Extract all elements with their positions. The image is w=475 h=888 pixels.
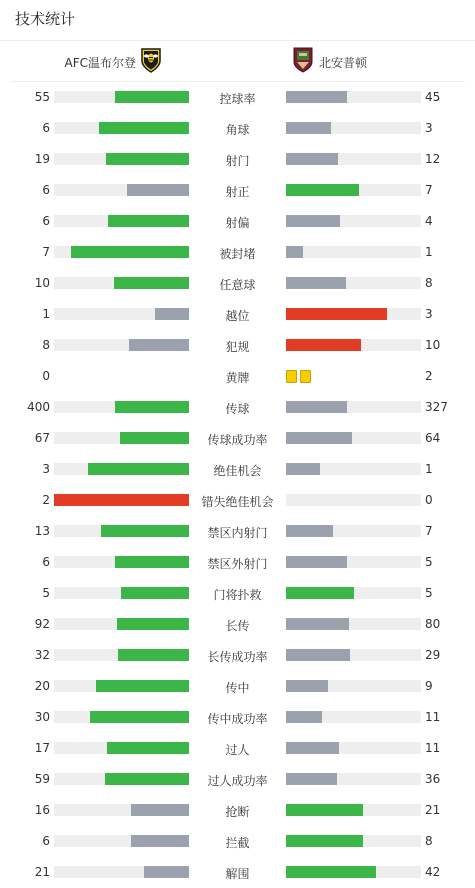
divider <box>0 40 475 41</box>
home-bar <box>54 277 189 289</box>
northampton-crest-icon <box>293 47 313 77</box>
stat-label: 解围 <box>225 867 250 881</box>
stat-label: 犯规 <box>225 340 250 354</box>
home-value: 10 <box>34 276 50 290</box>
section-title: 技术统计 <box>15 10 76 28</box>
home-bar <box>54 153 189 165</box>
away-cards <box>286 370 311 383</box>
away-bar-fill <box>286 463 320 475</box>
away-bar <box>286 277 421 289</box>
stat-label: 过人 <box>225 743 250 757</box>
away-bar-fill <box>286 742 339 754</box>
home-value: 3 <box>42 462 50 476</box>
away-value: 12 <box>425 152 441 166</box>
home-value: 6 <box>42 183 50 197</box>
home-value: 21 <box>34 865 50 879</box>
home-bar <box>54 525 189 537</box>
away-value: 0 <box>425 493 433 507</box>
stat-row <box>0 423 475 454</box>
away-value: 3 <box>425 307 433 321</box>
stat-label: 拦截 <box>225 836 250 850</box>
home-value: 30 <box>34 710 50 724</box>
away-value: 11 <box>425 710 441 724</box>
away-bar <box>286 463 421 475</box>
away-bar-fill <box>286 804 363 816</box>
away-team-name: 北安普顿 <box>319 55 368 70</box>
home-bar-fill <box>129 339 189 351</box>
away-bar-fill <box>286 122 331 134</box>
home-bar <box>54 184 189 196</box>
home-bar-fill <box>96 680 189 692</box>
home-value: 6 <box>42 834 50 848</box>
away-value: 80 <box>425 617 441 631</box>
away-bar-fill <box>286 91 347 103</box>
stat-label: 被封堵 <box>219 247 256 261</box>
stat-label: 错失绝佳机会 <box>201 495 274 509</box>
home-bar <box>54 742 189 754</box>
home-value: 20 <box>34 679 50 693</box>
stat-row <box>0 268 475 299</box>
home-bar <box>54 122 189 134</box>
stat-row <box>0 113 475 144</box>
stat-label: 过人成功率 <box>207 774 268 788</box>
away-bar <box>286 153 421 165</box>
home-bar-fill <box>115 556 189 568</box>
away-bar <box>286 711 421 723</box>
stat-row <box>0 206 475 237</box>
home-value: 2 <box>42 493 50 507</box>
away-bar <box>286 835 421 847</box>
away-value: 1 <box>425 462 433 476</box>
stat-row <box>0 733 475 764</box>
away-bar-fill <box>286 432 352 444</box>
yellow-card-icon <box>300 370 311 383</box>
home-bar <box>54 804 189 816</box>
away-bar-fill <box>286 277 346 289</box>
home-value: 400 <box>27 400 50 414</box>
home-bar-fill <box>106 153 189 165</box>
away-bar <box>286 432 421 444</box>
away-bar <box>286 742 421 754</box>
away-value: 1 <box>425 245 433 259</box>
home-bar <box>54 401 189 413</box>
home-bar-fill <box>131 835 189 847</box>
home-bar-fill <box>115 401 189 413</box>
home-bar-fill <box>121 587 189 599</box>
stat-label: 禁区内射门 <box>207 526 268 540</box>
home-value: 55 <box>34 90 50 104</box>
stat-row <box>0 82 475 113</box>
home-bar <box>54 618 189 630</box>
stat-row <box>0 764 475 795</box>
away-value: 11 <box>425 741 441 755</box>
home-value: 6 <box>42 555 50 569</box>
away-value: 21 <box>425 803 441 817</box>
home-bar <box>54 680 189 692</box>
away-bar <box>286 804 421 816</box>
away-bar-fill <box>286 401 347 413</box>
away-bar-fill <box>286 618 349 630</box>
home-bar-fill <box>71 246 189 258</box>
home-bar-fill <box>155 308 189 320</box>
stat-row <box>0 795 475 826</box>
away-bar-fill <box>286 556 347 568</box>
home-value: 92 <box>34 617 50 631</box>
stat-row <box>0 516 475 547</box>
away-value: 29 <box>425 648 441 662</box>
home-value: 8 <box>42 338 50 352</box>
away-value: 5 <box>425 555 433 569</box>
away-bar-fill <box>286 153 338 165</box>
home-bar-fill <box>120 432 189 444</box>
home-bar-fill <box>88 463 189 475</box>
away-value: 42 <box>425 865 441 879</box>
away-bar-fill <box>286 711 322 723</box>
away-bar-fill <box>286 835 363 847</box>
home-value: 16 <box>34 803 50 817</box>
stat-label: 长传 <box>225 619 250 633</box>
away-bar <box>286 587 421 599</box>
stat-row <box>0 175 475 206</box>
home-value: 6 <box>42 121 50 135</box>
stat-label: 射偏 <box>225 216 250 230</box>
home-bar <box>54 432 189 444</box>
stat-row <box>0 578 475 609</box>
stat-label: 门将扑救 <box>213 588 262 602</box>
away-value: 10 <box>425 338 441 352</box>
home-bar-fill <box>54 494 189 506</box>
home-bar <box>54 587 189 599</box>
away-bar <box>286 184 421 196</box>
away-bar <box>286 680 421 692</box>
stat-label: 禁区外射门 <box>207 557 268 571</box>
away-bar <box>286 339 421 351</box>
stat-row <box>0 392 475 423</box>
stat-row <box>0 547 475 578</box>
stat-row <box>0 857 475 888</box>
away-value: 4 <box>425 214 433 228</box>
away-bar <box>286 122 421 134</box>
stat-label: 控球率 <box>219 92 256 106</box>
stat-label: 射门 <box>225 154 250 168</box>
stat-row <box>0 237 475 268</box>
home-value: 17 <box>34 741 50 755</box>
away-bar <box>286 401 421 413</box>
home-bar <box>54 463 189 475</box>
away-bar-fill <box>286 339 361 351</box>
stat-row <box>0 609 475 640</box>
away-value: 9 <box>425 679 433 693</box>
stat-row <box>0 299 475 330</box>
away-value: 5 <box>425 586 433 600</box>
away-bar <box>286 215 421 227</box>
stat-row <box>0 671 475 702</box>
home-bar-fill <box>107 742 189 754</box>
away-value: 7 <box>425 524 433 538</box>
home-bar <box>54 866 189 878</box>
home-value: 32 <box>34 648 50 662</box>
home-bar-fill <box>99 122 189 134</box>
stat-label: 传中成功率 <box>207 712 268 726</box>
stat-row <box>0 361 475 392</box>
away-value: 8 <box>425 276 433 290</box>
home-bar-fill <box>131 804 189 816</box>
away-bar <box>286 246 421 258</box>
home-value: 19 <box>34 152 50 166</box>
away-bar-fill <box>286 587 354 599</box>
away-bar <box>286 649 421 661</box>
home-bar <box>54 308 189 320</box>
away-bar <box>286 556 421 568</box>
stat-row <box>0 702 475 733</box>
home-bar <box>54 711 189 723</box>
stat-label: 黄牌 <box>225 371 250 385</box>
stat-label: 射正 <box>225 185 250 199</box>
home-value: 5 <box>42 586 50 600</box>
away-value: 7 <box>425 183 433 197</box>
stat-label: 传球成功率 <box>207 433 268 447</box>
home-value: 67 <box>34 431 50 445</box>
away-bar-fill <box>286 649 350 661</box>
away-bar-fill <box>286 773 337 785</box>
stat-row <box>0 826 475 857</box>
home-bar-fill <box>105 773 189 785</box>
stat-label: 绝佳机会 <box>213 464 262 478</box>
away-value: 327 <box>425 400 448 414</box>
home-value: 6 <box>42 214 50 228</box>
yellow-card-icon <box>286 370 297 383</box>
home-bar <box>54 246 189 258</box>
away-bar-fill <box>286 866 376 878</box>
teams-header <box>0 44 475 80</box>
home-bar <box>54 773 189 785</box>
stat-label: 抢断 <box>225 805 250 819</box>
home-bar <box>54 556 189 568</box>
home-bar-fill <box>108 215 189 227</box>
home-bar-fill <box>114 277 189 289</box>
home-bar <box>54 649 189 661</box>
stat-row <box>0 640 475 671</box>
stat-label: 长传成功率 <box>207 650 268 664</box>
away-bar-fill <box>286 215 340 227</box>
home-value: 59 <box>34 772 50 786</box>
stats-list <box>0 82 475 888</box>
stat-row <box>0 454 475 485</box>
home-bar-fill <box>101 525 189 537</box>
away-value: 45 <box>425 90 441 104</box>
home-bar-fill <box>115 91 189 103</box>
stat-row <box>0 330 475 361</box>
away-value: 2 <box>425 369 433 383</box>
away-bar <box>286 866 421 878</box>
away-bar-fill <box>286 308 387 320</box>
away-bar <box>286 494 421 506</box>
away-value: 8 <box>425 834 433 848</box>
stat-row <box>0 485 475 516</box>
stat-row <box>0 144 475 175</box>
away-bar-fill <box>286 525 333 537</box>
home-team[interactable] <box>65 44 163 80</box>
away-team[interactable] <box>293 44 367 80</box>
away-value: 64 <box>425 431 441 445</box>
stat-label: 角球 <box>225 123 250 137</box>
away-bar-fill <box>286 246 303 258</box>
home-value: 1 <box>42 307 50 321</box>
away-bar-fill <box>286 680 328 692</box>
home-bar-fill <box>118 649 189 661</box>
home-value: 0 <box>42 369 50 383</box>
away-bar <box>286 618 421 630</box>
away-bar <box>286 525 421 537</box>
home-bar <box>54 215 189 227</box>
home-value: 13 <box>34 524 50 538</box>
away-value: 36 <box>425 772 441 786</box>
home-bar-fill <box>117 618 189 630</box>
away-bar <box>286 773 421 785</box>
home-bar-fill <box>127 184 189 196</box>
home-value: 7 <box>42 245 50 259</box>
away-value: 3 <box>425 121 433 135</box>
home-bar-fill <box>90 711 189 723</box>
home-bar-fill <box>144 866 189 878</box>
home-bar <box>54 835 189 847</box>
wimbledon-crest-icon <box>140 47 162 77</box>
stat-label: 越位 <box>225 309 250 323</box>
home-bar <box>54 494 189 506</box>
away-bar <box>286 308 421 320</box>
stat-label: 传中 <box>225 681 250 695</box>
stat-label: 任意球 <box>219 278 256 292</box>
away-bar-fill <box>286 184 359 196</box>
away-bar <box>286 91 421 103</box>
home-team-name: AFC温布尔登 <box>64 55 136 70</box>
home-bar <box>54 91 189 103</box>
home-bar <box>54 339 189 351</box>
stat-label: 传球 <box>225 402 250 416</box>
